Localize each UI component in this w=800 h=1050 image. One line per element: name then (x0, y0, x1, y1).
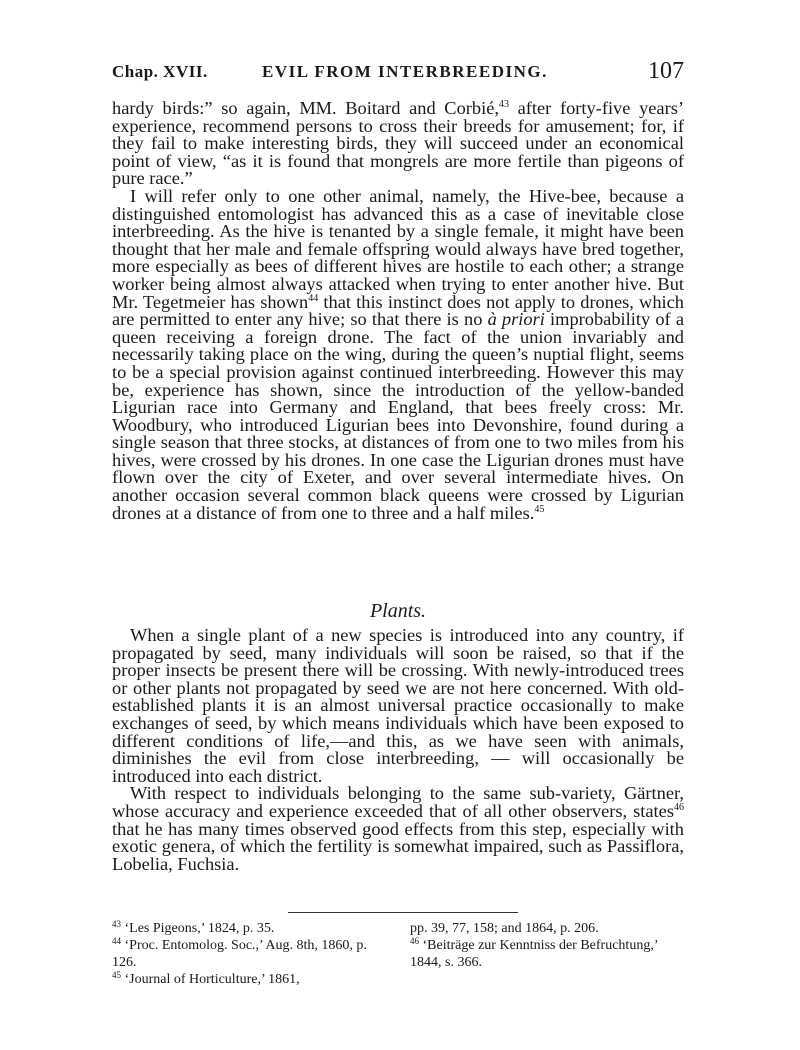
footnote-ref: 43 (498, 99, 509, 110)
main-text-plants (112, 627, 684, 873)
chapter-label: Chap. XVII. (112, 62, 208, 81)
footnote-number: 44 (112, 936, 121, 946)
footnote-number: 46 (410, 936, 419, 946)
footnote-text: pp. 39, 77, 158; and 1864, p. 206. (410, 921, 599, 936)
footnote (410, 920, 682, 937)
paragraph (112, 627, 684, 785)
text-run: that he has many times observed good effects from this step, especially with exotic genera, of which the fertility is somewhat impaired, such as Passiflora, Lobelia, Fuchsia. (112, 818, 684, 874)
footnote-rule (288, 912, 518, 913)
text-run: hardy birds:” so again, MM. Boitard and Corbié, (112, 98, 499, 118)
footnote-number: 43 (112, 919, 121, 929)
paragraph (112, 100, 684, 188)
footnotes-right-column (410, 920, 682, 971)
footnote-ref: 45 (534, 503, 545, 515)
text-run: after forty-five years’ experience, recommend persons to cross their breeds for amusement; for, if they fail to make interesting birds, they will succeed under an economical point of view, “as it is found that mongrels are more fertile than pigeons of pure race.” (112, 98, 684, 189)
italic-text: à priori (487, 309, 545, 330)
footnote-text: ‘Proc. Entomolog. Soc.,’ Aug. 8th, 1860, p. 126. (112, 938, 367, 970)
text-run: that this instinct does not apply to drones, which are permitted to enter any hive; so that there is no (112, 291, 684, 330)
footnote (112, 920, 384, 937)
footnote-ref: 44 (308, 292, 319, 304)
footnote-text: ‘Journal of Horticulture,’ 1861, (121, 972, 300, 987)
text-run: With respect to individuals belonging to the same sub-variety, Gärtner, whose accuracy and experience exceeded that of all other observers, states (112, 783, 684, 821)
text-run: When a single plant of a new species is introduced into any country, if propagated by seed, many individuals will soon be raised, so that if the proper insects be present there will be crossing. With newly-introduced trees or other plants not propagated by seed we are not here concerned. With old-established plants it is an almost universal practice occasionally to make exchanges of seed, by which means individuals which have been exposed to different conditions of life,—and this, as we have seen with animals, diminishes the evil from close interbreeding, — will occasionally be introduced into each district. (112, 625, 684, 786)
text-run: I will refer only to one other animal, namely, the Hive-bee, because a distinguished entomologist has advanced this as a case of inevitable close interbreeding. As the hive is tenanted by a single female, it might have been thought that her male and female offspring would always have bred together, more especially as bees of different hives are hostile to each other; a strange worker being almost always attacked when trying to enter another hive. But Mr. Tegetmeier has shown (112, 185, 684, 312)
page-number: 107 (648, 58, 684, 84)
paragraph (112, 785, 684, 873)
footnote (112, 937, 384, 971)
running-title: EVIL FROM INTERBREEDING. (262, 62, 548, 81)
section-heading: Plants. (369, 600, 427, 622)
footnote (410, 937, 682, 971)
text-run: improbability of a queen receiving a foreign drone. The fact of the union invariably and necessarily taking place on the wing, during the queen’s nuptial flight, seems to be a special provision against continued interbreeding. However this may be, experience has shown, since the introduction of the yellow-banded Ligurian race into Germany and England, that bees freely cross: Mr. Woodbury, who introduced Ligurian bees into Devonshire, found during a single season that three stocks, at distances of from one to two miles from his hives, were crossed by his drones. In one case the Ligurian drones must have flown over the city of Exeter, and over several intermediate hives. On another occasion several common black queens were crossed by Ligurian drones at a distance of from one to three and a half miles. (112, 309, 684, 523)
paragraph (112, 185, 684, 523)
footnote-text: ‘Beiträge zur Kenntniss der Befruchtung,’ 1844, s. 366. (410, 938, 658, 970)
running-header (112, 58, 684, 92)
footnote (112, 971, 384, 988)
footnotes-left-column (112, 920, 384, 988)
main-text (112, 100, 684, 522)
footnote-text: ‘Les Pigeons,’ 1824, p. 35. (121, 921, 275, 936)
footnote-number: 45 (112, 970, 121, 980)
footnote-ref: 46 (674, 801, 684, 813)
